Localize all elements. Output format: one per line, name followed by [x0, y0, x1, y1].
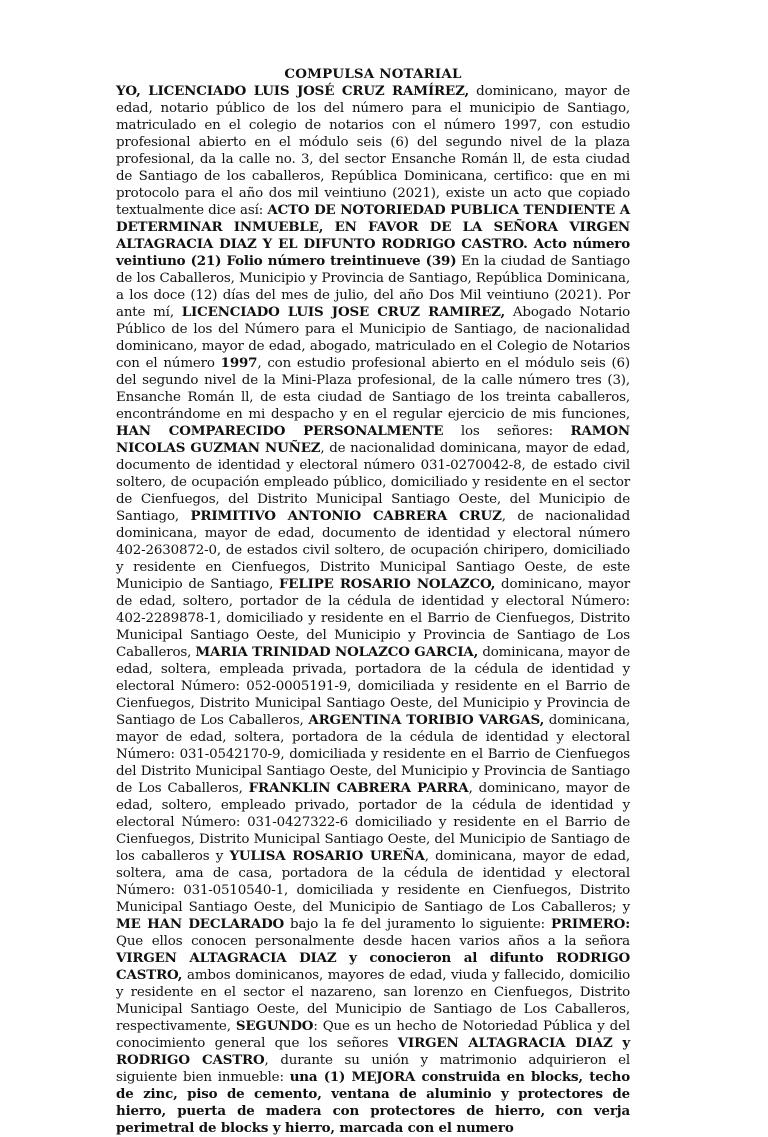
bold-text-run: FRANKLIN CABRERA PARRA — [248, 780, 469, 796]
bold-text-run: SEGUNDO — [235, 1018, 314, 1034]
text-run: Abogado Notario Público de los del Número para el Municipio de Santiago, de nacionalidad dominicano, mayor de edad, abogado, matriculado en el Colegio de Notarios con el número — [116, 305, 630, 371]
bold-text-run: VIRGEN ALTAGRACIA DIAZ y conocieron al difunto RODRIGO CASTRO, — [116, 950, 630, 983]
bold-text-run: MARIA TRINIDAD NOLAZCO GARCIA, — [195, 644, 479, 660]
bold-text-run: 1997 — [220, 355, 258, 371]
bold-text-run: HAN COMPARECIDO PERSONALMENTE — [116, 423, 444, 439]
bold-text-run: FELIPE ROSARIO NOLAZCO, — [278, 576, 496, 592]
text-run: bajo la fe del juramento lo siguiente: — [284, 917, 551, 932]
text-run: : Que es un hecho de Notoriedad Pública y del conocimiento general que los señores — [116, 1019, 630, 1051]
bold-text-run: RAMON NICOLAS GUZMAN NUÑEZ — [116, 423, 631, 456]
text-run: Que ellos conocen personalmente desde hacen varios años a la señora — [116, 934, 630, 949]
document-body — [116, 83, 630, 1137]
bold-text-run: ACTO DE NOTORIEDAD PUBLICA TENDIENTE A DETERMINAR INMUEBLE, EN FAVOR DE LA SEÑORA VIRGEN ALTAGRACIA DIAZ Y EL DIFUNTO RODRIGO CASTRO. Acto número veintiuno (21) Folio número treintinueve (39) — [116, 202, 630, 269]
text-run: , con estudio profesional abierto en el módulo seis (6) del segundo nivel de la Mini-Plaza profesional, de la calle número tres (3), Ensanche Román ll, de esta ciudad de Santiago de los treinta caballeros, encontrándome en mi despacho y en el regular ejercicio de mis funciones, — [116, 356, 630, 422]
text-run: dominicano, mayor de edad, notario público de los del número para el municipio de Santiago, matriculado en el colegio de notarios con el número 1997, con estudio profesional abierto en el módulo seis (6) del segundo nivel de la plaza profesional, da la calle no. 3, del sector Ensanche Román ll, de esta ciudad de Santiago de los caballeros, República Dominicana, certifico: que en mi protocolo para el año dos mil veintiuno (2021), existe un acto que copiado textualmente dice así: — [116, 84, 630, 218]
bold-text-run: ARGENTINA TORIBIO VARGAS, — [308, 712, 545, 728]
text-run: , durante su unión y matrimonio adquirieron el siguiente bien inmueble: — [116, 1053, 630, 1085]
bold-text-run: YULISA ROSARIO UREÑA — [229, 848, 425, 864]
text-run: ambos dominicanos, mayores de edad, viuda y fallecido, domicilio y residente en el sector el nazareno, san lorenzo en Cienfuegos, Distrito Municipal Santiago Oeste, del Municipio de Santiago de Los Caballeros, respectivamente, — [116, 968, 630, 1034]
text-run: , de nacionalidad dominicana, mayor de edad, documento de identidad y electoral número 402-2630872-0, de estados civil soltero, de ocupación chiripero, domiciliado y residente en Cienfuegos, Distrito Municipal Santiago Oeste, de este Municipio de Santiago, — [116, 509, 631, 592]
document-title: COMPULSA NOTARIAL — [284, 66, 462, 82]
bold-text-run: VIRGEN ALTAGRACIA DIAZ y RODRIGO CASTRO — [116, 1035, 631, 1068]
text-run: dominicano, mayor de edad, soltero, portador de la cédula de identidad y electoral Número: 402-2289878-1, domiciliado y residente en el Barrio de Cienfuegos, Distrito Municipal Santiago Oeste, del Municipio y Provincia de Santiago de Los Caballeros, — [116, 577, 631, 660]
bold-text-run: una (1) MEJORA construida en blocks, techo de zinc, piso de cemento, ventana de aluminio y protectores de hierro, puerta de madera con protectores de hierro, con verja perimetral de blocks y hierro, marcada con el numero — [116, 1069, 630, 1136]
text-run: dominicana, mayor de edad, soltera, portadora de la cédula de identidad y electoral Número: 031-0542170-9, domiciliada y residente en el Barrio de Cienfuegos del Distrito Municipal Santiago Oeste, del Municipio y Provincia de Santiago de Los Caballeros, — [116, 713, 630, 796]
bold-text-run: PRIMERO: — [550, 916, 630, 932]
text-run: En la ciudad de Santiago de los Caballeros, Municipio y Provincia de Santiago, República Dominicana, a los doce (12) días del mes de julio, del año Dos Mil veintiuno (2021). Por ante mí, — [116, 254, 630, 320]
text-run: , de nacionalidad dominicana, mayor de edad, documento de identidad y electoral número 031-0270042-8, de estado civil soltero, de ocupación empleado público, domiciliado y residente en el sector de Cienfuegos, del Distrito Municipal Santiago Oeste, del Municipio de Santiago, — [116, 441, 630, 524]
bold-text-run: YO, LICENCIADO LUIS JOSÉ CRUZ RAMÍREZ, — [116, 83, 469, 99]
bold-text-run: PRIMITIVO ANTONIO CABRERA CRUZ — [190, 508, 502, 524]
text-run: , dominicana, mayor de edad, soltera, ama de casa, portadora de la cédula de identidad y electoral Número: 031-0510540-1, domiciliada y residente en Cienfuegos, Distrito Municipal Santiago Oeste, del Municipio de Santiago de Los Caballeros; y — [116, 849, 630, 915]
bold-text-run: LICENCIADO LUIS JOSE CRUZ RAMIREZ, — [181, 304, 506, 320]
text-run: los señores: — [443, 424, 571, 439]
text-run: dominicana, mayor de edad, soltera, empleada privada, portadora de la cédula de identidad y electoral Número: 052-0005191-9, domiciliada y residente en el Barrio de Cienfuegos, Distrito Municipal Santiago Oeste, del Municipio y Provincia de Santiago de Los Caballeros, — [116, 645, 631, 728]
text-run: , dominicano, mayor de edad, soltero, empleado privado, portador de la cédula de identidad y electoral Número: 031-0427322-6 domiciliado y residente en el Barrio de Cienfuegos, Distrito Municipal Santiago Oeste, del Municipio de Santiago de los caballeros y — [116, 781, 630, 864]
bold-text-run: ME HAN DECLARADO — [116, 916, 285, 932]
